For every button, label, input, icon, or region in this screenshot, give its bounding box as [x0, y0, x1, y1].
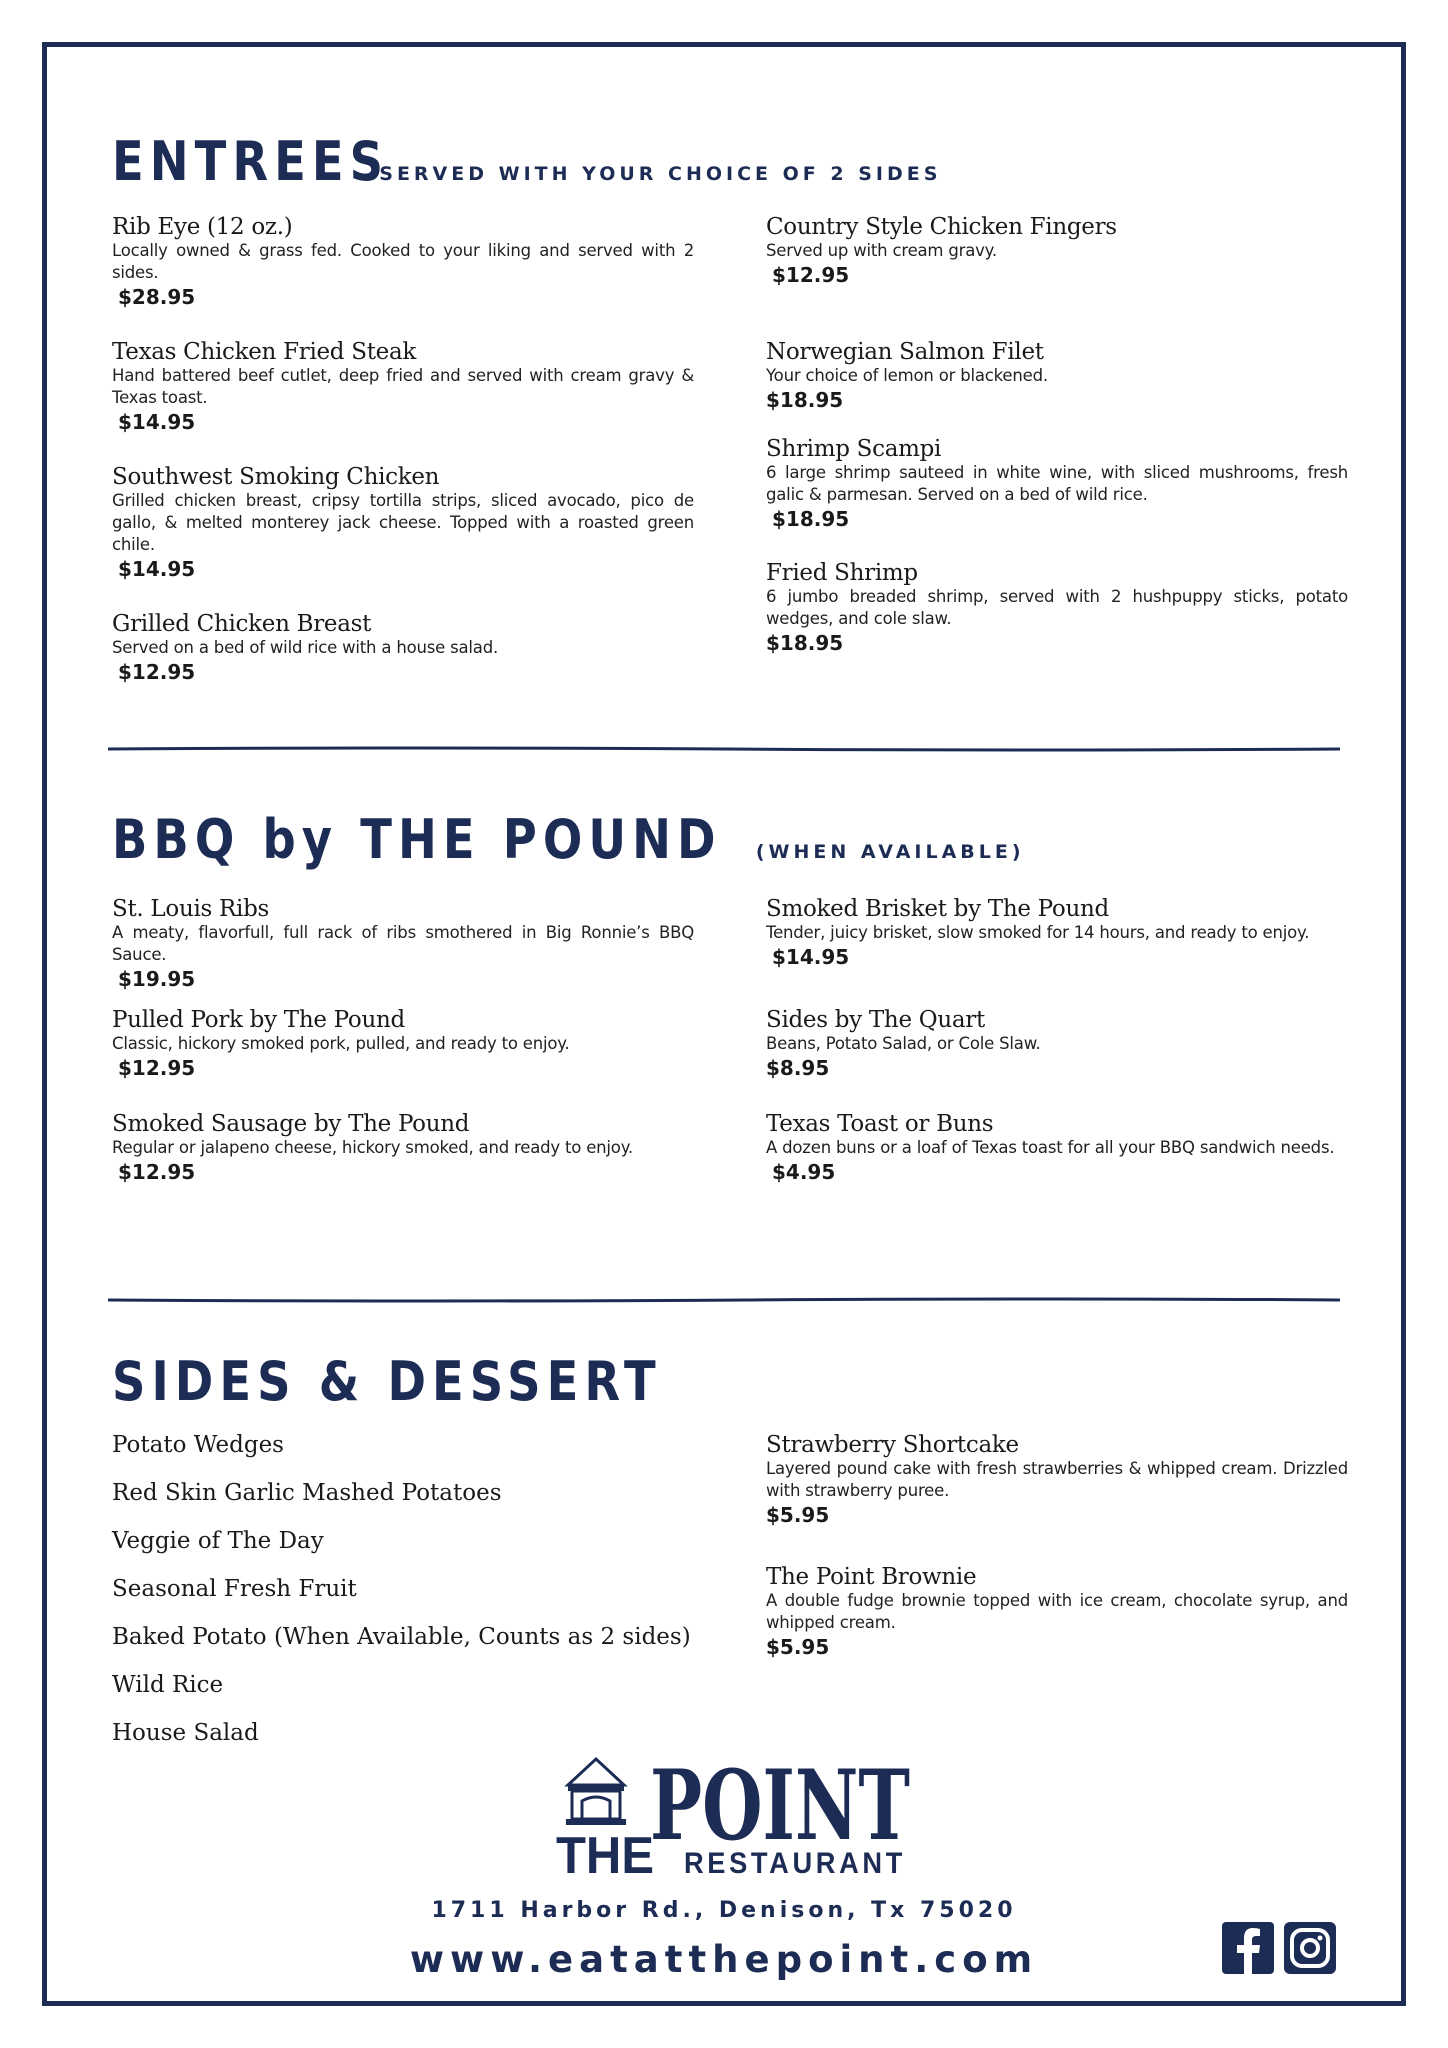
menu-item [766, 1007, 1348, 1081]
item-description: Layered pound cake with fresh strawberries & whipped cream. Drizzled with strawberry puree. [766, 1459, 1348, 1500]
item-price: $12.95 [118, 1056, 196, 1080]
side-item: Veggie of The Day [112, 1528, 324, 1554]
entrees-title: ENTREES [112, 130, 390, 193]
item-name: Fried Shrimp [766, 560, 918, 586]
item-name: St. Louis Ribs [112, 896, 270, 922]
item-description: 6 large shrimp sauteed in white wine, with sliced mushrooms, fresh galic & parmesan. Served on a bed of wild rice. [766, 463, 1348, 504]
bbq-title: BBQ by THE POUND [112, 808, 722, 871]
item-price: $12.95 [772, 263, 850, 287]
sides-heading [112, 1350, 1348, 1413]
item-description: Served on a bed of wild rice with a house salad. [112, 638, 499, 657]
item-description: A dozen buns or a loaf of Texas toast for all your BBQ sandwich needs. [766, 1138, 1335, 1157]
bbq-heading [112, 808, 1348, 871]
instagram-icon[interactable] [1284, 1922, 1336, 1974]
item-price: $19.95 [118, 967, 196, 991]
menu-item [766, 436, 1348, 532]
logo-point: POINT [650, 1749, 910, 1862]
item-description: Locally owned & grass fed. Cooked to your liking and served with 2 sides. [112, 241, 694, 282]
side-item: Seasonal Fresh Fruit [112, 1576, 357, 1602]
logo-the: THE [556, 1827, 654, 1880]
item-name: Grilled Chicken Breast [112, 611, 372, 637]
menu-item [766, 1111, 1348, 1185]
item-name: Texas Toast or Buns [766, 1111, 994, 1137]
item-description: Classic, hickory smoked pork, pulled, and ready to enjoy. [112, 1034, 570, 1053]
item-price: $8.95 [766, 1056, 830, 1080]
side-item: House Salad [112, 1720, 259, 1746]
entrees-subtitle: SERVED WITH YOUR CHOICE OF 2 SIDES [379, 163, 942, 185]
item-price: $18.95 [772, 507, 850, 531]
item-name: Country Style Chicken Fingers [766, 214, 1117, 240]
side-item: Potato Wedges [112, 1432, 284, 1458]
item-name: Smoked Brisket by The Pound [766, 896, 1109, 922]
restaurant-logo [554, 1745, 914, 1880]
sides-section [112, 1350, 1348, 1413]
menu-item [112, 339, 694, 435]
item-price: $4.95 [772, 1160, 836, 1184]
item-price: $5.95 [766, 1635, 830, 1659]
menu-item [112, 214, 694, 310]
item-price: $18.95 [766, 388, 844, 412]
menu-item [112, 464, 694, 582]
menu-item [766, 560, 1348, 656]
menu-item [112, 1111, 694, 1185]
section-divider [108, 746, 1340, 752]
item-price: $5.95 [766, 1503, 830, 1527]
item-name: Norwegian Salmon Filet [766, 339, 1044, 365]
item-price: $12.95 [118, 1160, 196, 1184]
restaurant-address: 1711 Harbor Rd., Denison, Tx 75020 [431, 1898, 1017, 1923]
entrees-section [112, 130, 1348, 193]
item-name: Southwest Smoking Chicken [112, 464, 440, 490]
sides-title: SIDES & DESSERT [112, 1350, 662, 1413]
item-description: A meaty, flavorfull, full rack of ribs smothered in Big Ronnie’s BBQ Sauce. [112, 923, 694, 964]
section-divider [108, 1297, 1340, 1303]
side-item: Baked Potato (When Available, Counts as 2 sides) [112, 1624, 691, 1650]
gazebo-icon [566, 1759, 626, 1825]
item-price: $18.95 [766, 631, 844, 655]
menu-item [766, 896, 1348, 970]
menu-item [112, 896, 694, 992]
menu-item [766, 339, 1348, 413]
menu-item [766, 1564, 1348, 1660]
item-description: A double fudge brownie topped with ice cream, chocolate syrup, and whipped cream. [766, 1591, 1348, 1632]
menu-item [112, 1007, 694, 1081]
item-description: Served up with cream gravy. [766, 241, 997, 260]
website-link[interactable]: www.eatatthepoint.com [409, 1938, 1039, 1981]
logo-restaurant: RESTAURANT [684, 1847, 906, 1880]
item-description: 6 jumbo breaded shrimp, served with 2 hushpuppy sticks, potato wedges, and cole slaw. [766, 587, 1348, 628]
menu-item [766, 214, 1348, 288]
item-name: Strawberry Shortcake [766, 1432, 1019, 1458]
item-name: Shrimp Scampi [766, 436, 942, 462]
item-name: Texas Chicken Fried Steak [112, 339, 416, 365]
item-name: Sides by The Quart [766, 1007, 985, 1033]
item-name: The Point Brownie [766, 1564, 977, 1590]
item-price: $14.95 [118, 410, 196, 434]
facebook-icon[interactable] [1222, 1922, 1274, 1974]
menu-item [112, 611, 694, 685]
item-name: Rib Eye (12 oz.) [112, 214, 293, 240]
item-description: Your choice of lemon or blackened. [766, 366, 1048, 385]
item-description: Tender, juicy brisket, slow smoked for 14 hours, and ready to enjoy. [766, 923, 1310, 942]
item-price: $12.95 [118, 660, 196, 684]
side-item: Wild Rice [112, 1672, 224, 1698]
bbq-section [112, 808, 1348, 871]
bbq-subtitle: (WHEN AVAILABLE) [755, 841, 1025, 863]
item-description: Grilled chicken breast, cripsy tortilla strips, sliced avocado, pico de gallo, & melted monterey jack cheese. Topped with a roasted green chile. [112, 491, 694, 554]
item-name: Smoked Sausage by The Pound [112, 1111, 470, 1137]
item-price: $14.95 [772, 945, 850, 969]
item-name: Pulled Pork by The Pound [112, 1007, 405, 1033]
item-description: Hand battered beef cutlet, deep fried and served with cream gravy & Texas toast. [112, 366, 694, 407]
menu-item [766, 1432, 1348, 1528]
entrees-heading [112, 130, 1348, 193]
item-description: Beans, Potato Salad, or Cole Slaw. [766, 1034, 1041, 1053]
item-price: $14.95 [118, 557, 196, 581]
item-price: $28.95 [118, 285, 196, 309]
side-item: Red Skin Garlic Mashed Potatoes [112, 1480, 502, 1506]
item-description: Regular or jalapeno cheese, hickory smoked, and ready to enjoy. [112, 1138, 633, 1157]
